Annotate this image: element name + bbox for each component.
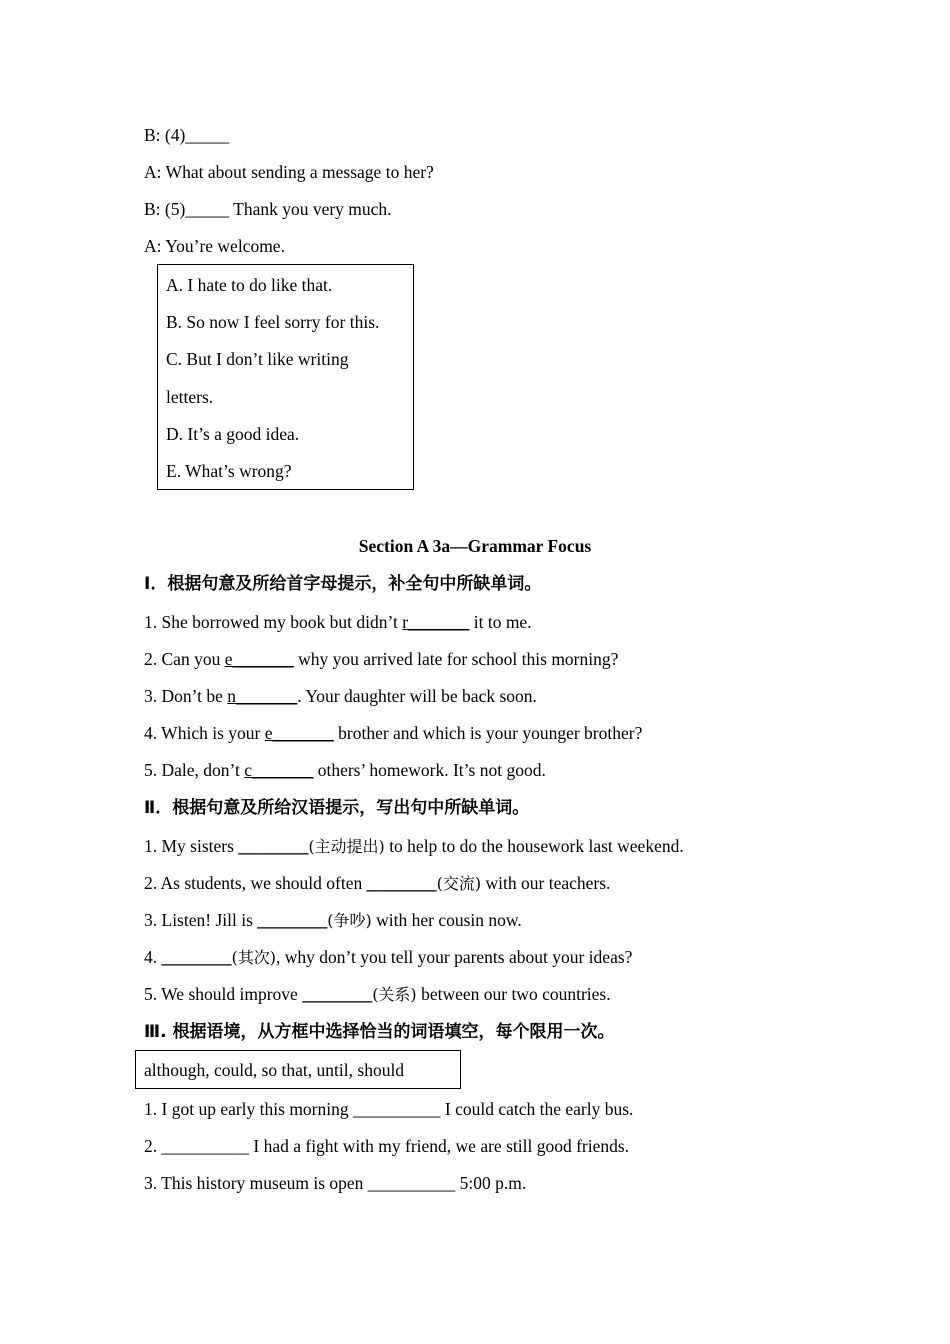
part2-item [144,835,684,858]
blank: _______ [272,723,334,743]
part2-item [144,983,611,1006]
part3-heading: Ⅲ. 根据语境，从方框中选择恰当的词语填空，每个限用一次。 [144,1022,615,1042]
item-text: with her cousin now. [371,910,522,930]
part3-item: 2. __________ I had a fight with my friend, we are still good friends. [144,1136,630,1156]
letter-blank [402,612,469,632]
item-text: 5. We should improve [144,984,303,1004]
item-text: between our two countries. [416,984,611,1004]
item-text: 4. Which is your [144,723,265,743]
dialogue-line: A: You’re welcome. [144,236,285,256]
part1-item [144,722,642,744]
blank: ________ [302,984,373,1004]
blank: ________ [257,910,328,930]
item-text: , why don’t you tell your parents about your ideas? [276,947,633,967]
letter-blank [225,649,294,669]
option-item: B. So now I feel sorry for this. [166,312,380,332]
option-item: D. It’s a good idea. [166,424,300,444]
blank: ________ [161,947,232,967]
dialogue-line: A: What about sending a message to her? [144,162,434,182]
chinese-hint: (争吵) [327,911,372,930]
chinese-hint: (交流) [436,874,482,893]
option-item: letters. [166,387,214,407]
part1-item [144,759,546,781]
item-text: 1. She borrowed my book but didn’t [144,612,403,632]
section-title: Section A 3a—Grammar Focus [358,536,592,556]
item-text: 3. Listen! Jill is [144,910,258,930]
option-item: A. I hate to do like that. [166,275,333,295]
blank: _______ [232,649,294,669]
part1-item [144,611,532,633]
initial-letter: c [244,760,253,780]
item-text: 3. Don’t be [144,686,228,706]
item-text: 1. My sisters [144,836,239,856]
options-box [157,264,414,490]
initial-letter: e [264,723,273,743]
letter-blank [244,760,313,780]
initial-letter: r [402,612,409,632]
item-text: brother and which is your younger brother? [333,723,643,743]
chinese-hint: (关系) [372,985,417,1004]
word-box-text: although, could, so that, until, should [144,1060,405,1080]
blank: _______ [252,760,314,780]
item-text: 2. As students, we should often [144,873,367,893]
item-text: to help to do the housework last weekend. [384,836,684,856]
blank: ________ [366,873,437,893]
item-text: others’ homework. It’s not good. [313,760,546,780]
chinese-hint: (其次) [231,948,276,967]
part2-heading: Ⅱ．根据句意及所给汉语提示，写出句中所缺单词。 [144,798,530,818]
part2-item [144,909,522,932]
initial-letter: n [227,686,237,706]
chinese-hint: (主动提出) [308,837,385,856]
item-text: 2. Can you [144,649,225,669]
part3-item: 1. I got up early this morning __________ I could catch the early bus. [144,1099,634,1119]
word-box [135,1050,461,1089]
item-text: it to me. [469,612,532,632]
item-text: with our teachers. [481,873,611,893]
item-text: 4. [144,947,162,967]
item-text: 5. Dale, don’t [144,760,245,780]
dialogue-line: B: (5)_____ Thank you very much. [144,199,392,219]
letter-blank [265,723,334,743]
item-text: why you arrived late for school this morning? [293,649,619,669]
part1-item [144,648,618,670]
part2-item [144,946,632,969]
part2-item [144,872,610,895]
initial-letter: e [224,649,233,669]
item-text: . Your daughter will be back soon. [297,686,537,706]
blank: _______ [408,612,470,632]
blank: ________ [238,836,309,856]
part3-item: 3. This history museum is open __________ 5:00 p.m. [144,1173,527,1193]
blank: _______ [236,686,298,706]
part1-item [144,685,537,707]
letter-blank [227,686,297,706]
dialogue-line: B: (4)_____ [144,125,230,145]
option-item: C. But I don’t like writing [166,349,349,369]
part1-heading: Ⅰ．根据句意及所给首字母提示，补全句中所缺单词。 [144,574,542,594]
option-item: E. What’s wrong? [166,461,292,481]
